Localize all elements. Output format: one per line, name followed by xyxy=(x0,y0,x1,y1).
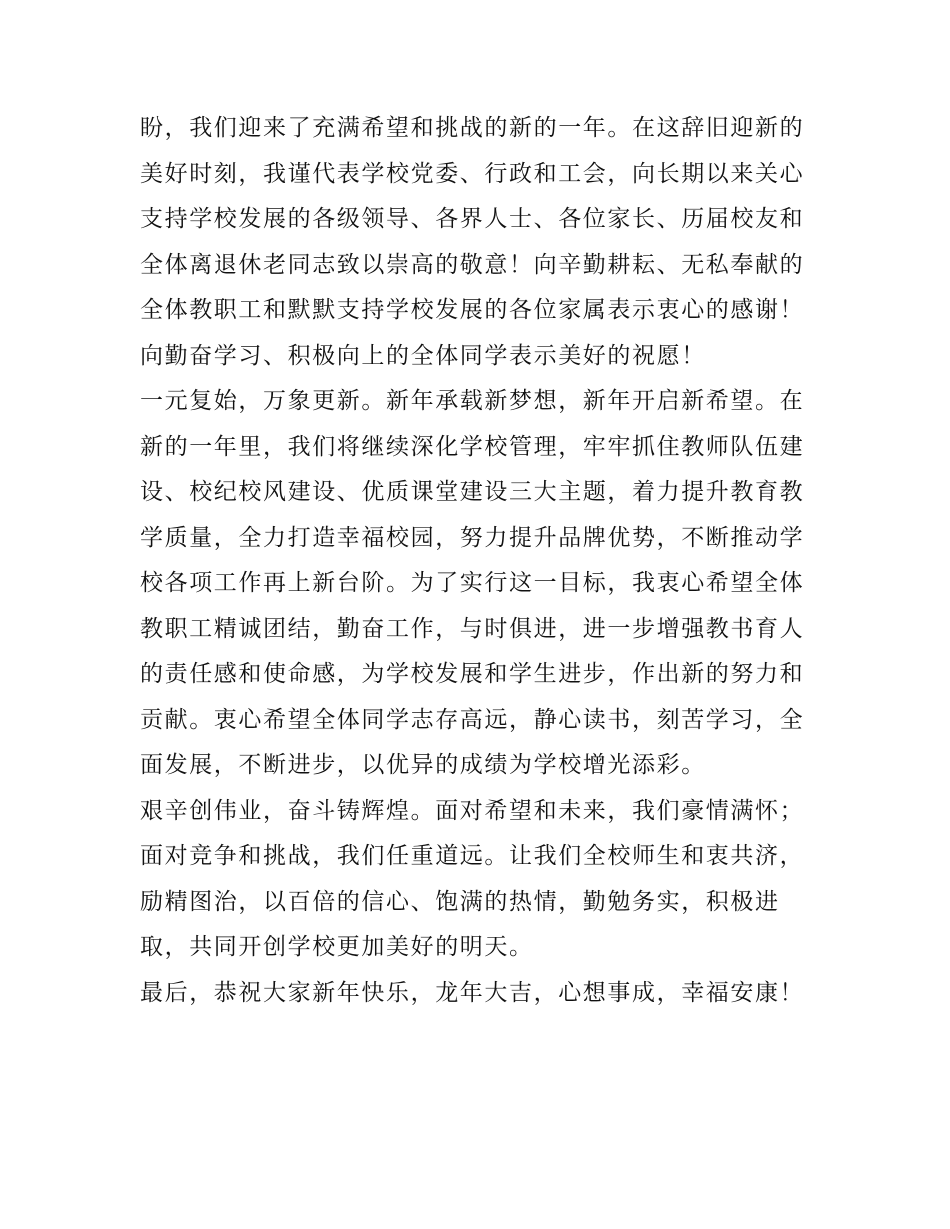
text-line: 设、校纪校风建设、优质课堂建设三大主题，着力提升教育教 xyxy=(140,479,805,505)
text-line: 面对竞争和挑战，我们任重道远。让我们全校师生和衷共济， xyxy=(140,843,805,869)
text-line: 支持学校发展的各级领导、各界人士、各位家长、历届校友和 xyxy=(140,206,805,232)
text-line: 艰辛创伟业，奋斗铸辉煌。面对希望和未来，我们豪情满怀； xyxy=(140,797,805,824)
text-line: 最后，恭祝大家新年快乐，龙年大吉，心想事成，幸福安康！ xyxy=(140,979,805,1006)
text-line: 贡献。衷心希望全体同学志存高远，静心读书，刻苦学习，全 xyxy=(140,706,805,733)
text-line: 取，共同开创学校更加美好的明天。 xyxy=(140,934,534,960)
text-line: 全体教职工和默默支持学校发展的各位家属表示衷心的感谢！ xyxy=(140,297,805,323)
text-line: 学质量，全力打造幸福校园，努力提升品牌优势，不断推动学 xyxy=(140,524,805,551)
paragraph-call-to-action xyxy=(140,789,830,971)
text-line: 盼，我们迎来了充满希望和挑战的新的一年。在这辞旧迎新的 xyxy=(140,115,805,141)
paragraph-greeting xyxy=(140,106,830,379)
text-line: 的责任感和使命感，为学校发展和学生进步，作出新的努力和 xyxy=(140,661,805,687)
paragraph-closing-wishes xyxy=(140,971,830,1017)
text-line: 校各项工作再上新台阶。为了实行这一目标，我衷心希望全体 xyxy=(140,570,805,596)
text-line: 励精图治，以百倍的信心、饱满的热情，勤勉务实，积极进 xyxy=(140,888,780,915)
text-line: 教职工精诚团结，勤奋工作，与时俱进，进一步增强教书育人 xyxy=(140,615,805,642)
text-line: 美好时刻，我谨代表学校党委、行政和工会，向长期以来关心 xyxy=(140,160,805,187)
text-line: 全体离退休老同志致以崇高的敬意！向辛勤耕耘、无私奉献的 xyxy=(140,251,805,278)
text-line: 新的一年里，我们将继续深化学校管理，牢牢抓住教师队伍建 xyxy=(140,433,805,460)
text-line: 一元复始，万象更新。新年承载新梦想，新年开启新希望。在 xyxy=(140,388,805,414)
text-line: 面发展，不断进步，以优异的成绩为学校增光添彩。 xyxy=(140,752,706,778)
document-body xyxy=(140,106,830,1016)
paragraph-new-year-goals xyxy=(140,379,830,789)
text-line: 向勤奋学习、积极向上的全体同学表示美好的祝愿！ xyxy=(140,342,706,369)
